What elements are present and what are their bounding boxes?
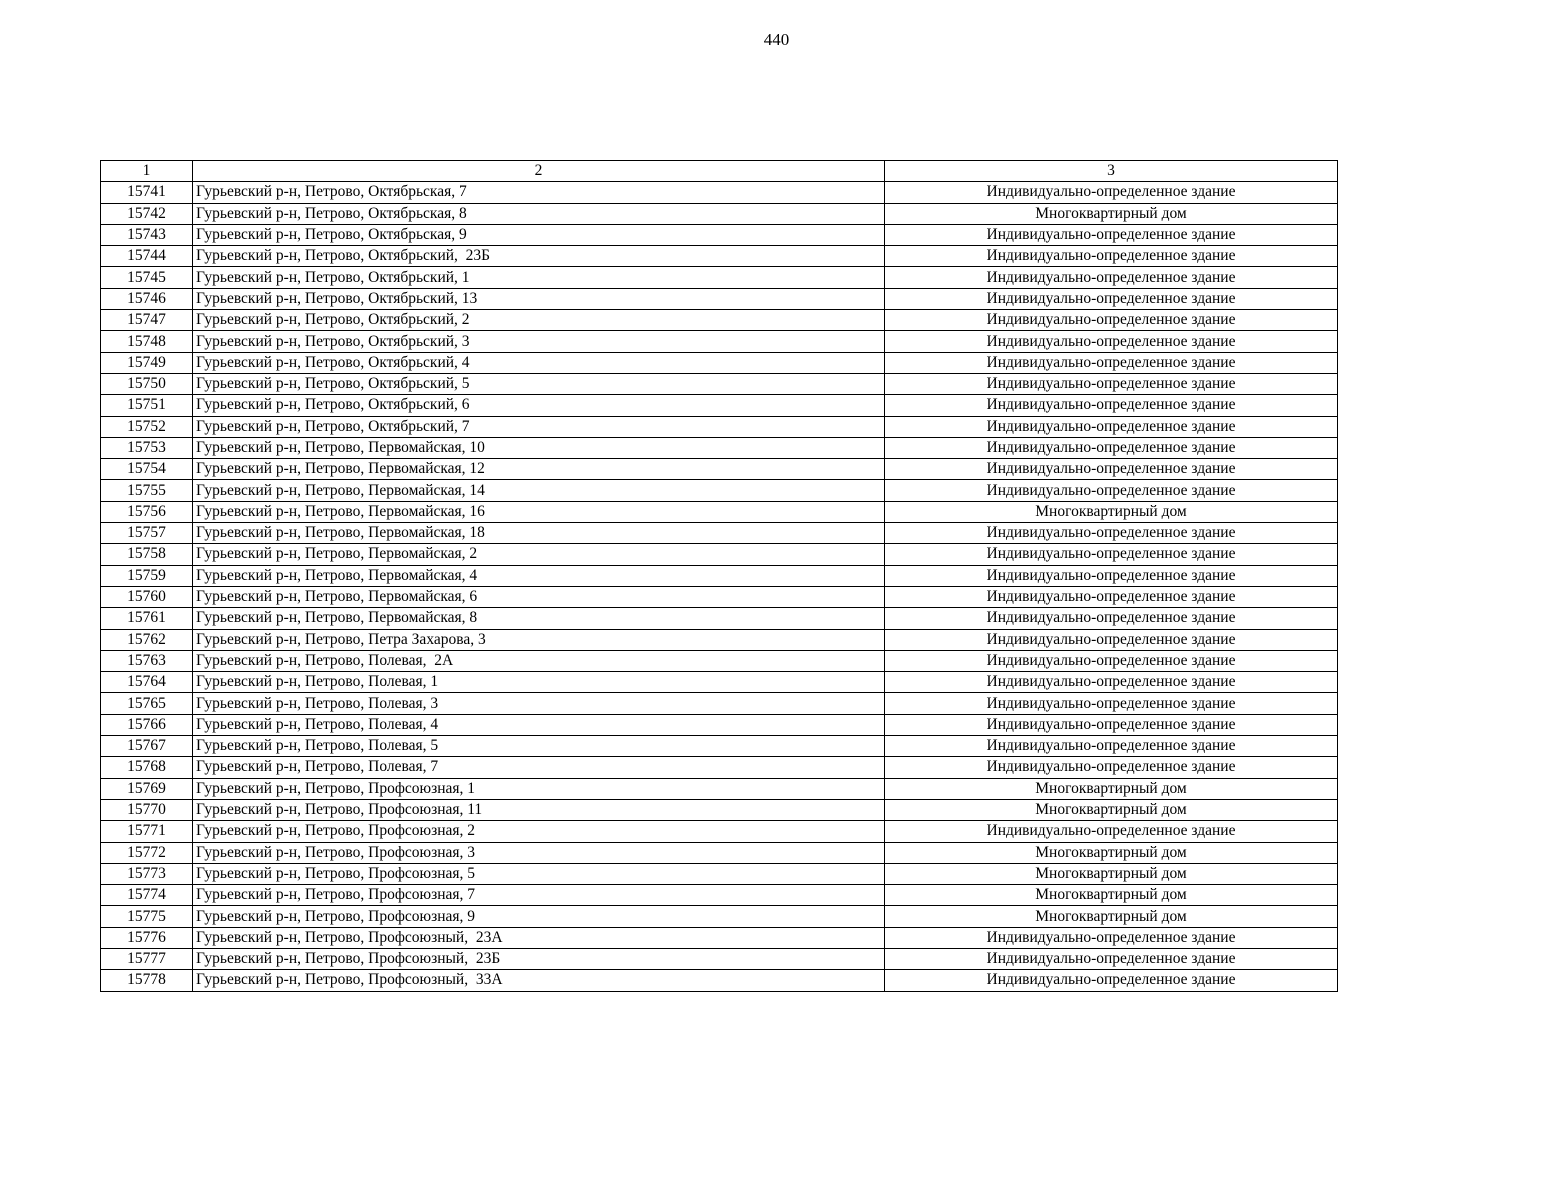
building-type-cell: Многоквартирный дом bbox=[885, 501, 1338, 522]
table-row bbox=[101, 650, 1338, 671]
table-row bbox=[101, 437, 1338, 458]
address-cell: Гурьевский р-н, Петрово, Октябрьский, 1 bbox=[193, 267, 885, 288]
table-row bbox=[101, 778, 1338, 799]
building-type-cell: Индивидуально-определенное здание bbox=[885, 459, 1338, 480]
row-number-cell: 15774 bbox=[101, 885, 193, 906]
row-number-cell: 15767 bbox=[101, 736, 193, 757]
row-number-cell: 15742 bbox=[101, 203, 193, 224]
table-row bbox=[101, 927, 1338, 948]
row-number-cell: 15753 bbox=[101, 437, 193, 458]
row-number-cell: 15773 bbox=[101, 863, 193, 884]
table-row bbox=[101, 863, 1338, 884]
table-row bbox=[101, 970, 1338, 991]
address-cell: Гурьевский р-н, Петрово, Октябрьская, 8 bbox=[193, 203, 885, 224]
address-cell: Гурьевский р-н, Петрово, Профсоюзная, 1 bbox=[193, 778, 885, 799]
address-cell: Гурьевский р-н, Петрово, Профсоюзная, 2 bbox=[193, 821, 885, 842]
row-number-cell: 15759 bbox=[101, 565, 193, 586]
row-number-cell: 15747 bbox=[101, 310, 193, 331]
address-cell: Гурьевский р-н, Петрово, Петра Захарова, 3 bbox=[193, 629, 885, 650]
table-row bbox=[101, 714, 1338, 735]
address-cell: Гурьевский р-н, Петрово, Профсоюзная, 3 bbox=[193, 842, 885, 863]
address-cell: Гурьевский р-н, Петрово, Октябрьский, 13 bbox=[193, 288, 885, 309]
row-number-cell: 15745 bbox=[101, 267, 193, 288]
table-row bbox=[101, 757, 1338, 778]
table-row bbox=[101, 246, 1338, 267]
building-type-cell: Многоквартирный дом bbox=[885, 863, 1338, 884]
building-type-cell: Индивидуально-определенное здание bbox=[885, 629, 1338, 650]
address-cell: Гурьевский р-н, Петрово, Полевая, 2А bbox=[193, 650, 885, 671]
column-header-1: 1 bbox=[101, 161, 193, 182]
table-row bbox=[101, 608, 1338, 629]
address-cell: Гурьевский р-н, Петрово, Октябрьский, 7 bbox=[193, 416, 885, 437]
building-type-cell: Индивидуально-определенное здание bbox=[885, 288, 1338, 309]
address-cell: Гурьевский р-н, Петрово, Профсоюзная, 7 bbox=[193, 885, 885, 906]
address-cell: Гурьевский р-н, Петрово, Октябрьская, 9 bbox=[193, 224, 885, 245]
row-number-cell: 15777 bbox=[101, 948, 193, 969]
address-cell: Гурьевский р-н, Петрово, Профсоюзный, 23А bbox=[193, 927, 885, 948]
table-row bbox=[101, 267, 1338, 288]
column-header-3: 3 bbox=[885, 161, 1338, 182]
column-number-row bbox=[101, 161, 1338, 182]
table-row bbox=[101, 459, 1338, 480]
building-type-cell: Индивидуально-определенное здание bbox=[885, 650, 1338, 671]
address-cell: Гурьевский р-н, Петрово, Первомайская, 4 bbox=[193, 565, 885, 586]
address-cell: Гурьевский р-н, Петрово, Октябрьский, 3 bbox=[193, 331, 885, 352]
building-type-cell: Индивидуально-определенное здание bbox=[885, 586, 1338, 607]
building-type-cell: Многоквартирный дом bbox=[885, 842, 1338, 863]
building-type-cell: Многоквартирный дом bbox=[885, 203, 1338, 224]
row-number-cell: 15751 bbox=[101, 395, 193, 416]
row-number-cell: 15769 bbox=[101, 778, 193, 799]
table-row bbox=[101, 799, 1338, 820]
address-cell: Гурьевский р-н, Петрово, Полевая, 4 bbox=[193, 714, 885, 735]
address-cell: Гурьевский р-н, Петрово, Полевая, 1 bbox=[193, 672, 885, 693]
building-type-cell: Индивидуально-определенное здание bbox=[885, 970, 1338, 991]
building-type-cell: Индивидуально-определенное здание bbox=[885, 267, 1338, 288]
table-row bbox=[101, 395, 1338, 416]
address-cell: Гурьевский р-н, Петрово, Первомайская, 6 bbox=[193, 586, 885, 607]
address-cell: Гурьевский р-н, Петрово, Первомайская, 18 bbox=[193, 523, 885, 544]
address-cell: Гурьевский р-н, Петрово, Профсоюзный, 33А bbox=[193, 970, 885, 991]
row-number-cell: 15741 bbox=[101, 182, 193, 203]
row-number-cell: 15757 bbox=[101, 523, 193, 544]
building-type-cell: Индивидуально-определенное здание bbox=[885, 416, 1338, 437]
table-row bbox=[101, 842, 1338, 863]
row-number-cell: 15778 bbox=[101, 970, 193, 991]
table-row bbox=[101, 629, 1338, 650]
address-cell: Гурьевский р-н, Петрово, Первомайская, 14 bbox=[193, 480, 885, 501]
table-row bbox=[101, 565, 1338, 586]
table-row bbox=[101, 288, 1338, 309]
building-type-cell: Индивидуально-определенное здание bbox=[885, 757, 1338, 778]
row-number-cell: 15744 bbox=[101, 246, 193, 267]
address-cell: Гурьевский р-н, Петрово, Профсоюзная, 5 bbox=[193, 863, 885, 884]
row-number-cell: 15755 bbox=[101, 480, 193, 501]
table-row bbox=[101, 948, 1338, 969]
row-number-cell: 15772 bbox=[101, 842, 193, 863]
table-row bbox=[101, 544, 1338, 565]
row-number-cell: 15754 bbox=[101, 459, 193, 480]
row-number-cell: 15758 bbox=[101, 544, 193, 565]
building-type-cell: Индивидуально-определенное здание bbox=[885, 821, 1338, 842]
row-number-cell: 15760 bbox=[101, 586, 193, 607]
address-cell: Гурьевский р-н, Петрово, Первомайская, 8 bbox=[193, 608, 885, 629]
building-type-cell: Индивидуально-определенное здание bbox=[885, 714, 1338, 735]
building-type-cell: Индивидуально-определенное здание bbox=[885, 310, 1338, 331]
row-number-cell: 15746 bbox=[101, 288, 193, 309]
registry-table-body bbox=[101, 161, 1338, 992]
address-cell: Гурьевский р-н, Петрово, Первомайская, 16 bbox=[193, 501, 885, 522]
address-cell: Гурьевский р-н, Петрово, Первомайская, 12 bbox=[193, 459, 885, 480]
address-cell: Гурьевский р-н, Петрово, Первомайская, 2 bbox=[193, 544, 885, 565]
building-type-cell: Индивидуально-определенное здание bbox=[885, 672, 1338, 693]
row-number-cell: 15768 bbox=[101, 757, 193, 778]
address-cell: Гурьевский р-н, Петрово, Первомайская, 10 bbox=[193, 437, 885, 458]
address-cell: Гурьевский р-н, Петрово, Профсоюзный, 23Б bbox=[193, 948, 885, 969]
table-row bbox=[101, 672, 1338, 693]
table-row bbox=[101, 182, 1338, 203]
building-type-cell: Индивидуально-определенное здание bbox=[885, 523, 1338, 544]
address-cell: Гурьевский р-н, Петрово, Октябрьский, 2 bbox=[193, 310, 885, 331]
row-number-cell: 15766 bbox=[101, 714, 193, 735]
row-number-cell: 15748 bbox=[101, 331, 193, 352]
address-cell: Гурьевский р-н, Петрово, Октябрьский, 6 bbox=[193, 395, 885, 416]
building-type-cell: Индивидуально-определенное здание bbox=[885, 352, 1338, 373]
column-header-2: 2 bbox=[193, 161, 885, 182]
address-cell: Гурьевский р-н, Петрово, Октябрьский, 5 bbox=[193, 373, 885, 394]
building-type-cell: Индивидуально-определенное здание bbox=[885, 544, 1338, 565]
table-row bbox=[101, 310, 1338, 331]
table-row bbox=[101, 693, 1338, 714]
building-type-cell: Индивидуально-определенное здание bbox=[885, 182, 1338, 203]
row-number-cell: 15752 bbox=[101, 416, 193, 437]
table-row bbox=[101, 331, 1338, 352]
table-row bbox=[101, 586, 1338, 607]
building-type-cell: Индивидуально-определенное здание bbox=[885, 480, 1338, 501]
building-type-cell: Многоквартирный дом bbox=[885, 778, 1338, 799]
table-row bbox=[101, 523, 1338, 544]
address-cell: Гурьевский р-н, Петрово, Октябрьский, 23Б bbox=[193, 246, 885, 267]
table-row bbox=[101, 885, 1338, 906]
building-type-cell: Многоквартирный дом bbox=[885, 799, 1338, 820]
row-number-cell: 15749 bbox=[101, 352, 193, 373]
address-cell: Гурьевский р-н, Петрово, Профсоюзная, 11 bbox=[193, 799, 885, 820]
row-number-cell: 15771 bbox=[101, 821, 193, 842]
address-cell: Гурьевский р-н, Петрово, Полевая, 7 bbox=[193, 757, 885, 778]
building-type-cell: Индивидуально-определенное здание bbox=[885, 565, 1338, 586]
table-row bbox=[101, 373, 1338, 394]
row-number-cell: 15750 bbox=[101, 373, 193, 394]
building-type-cell: Многоквартирный дом bbox=[885, 906, 1338, 927]
row-number-cell: 15765 bbox=[101, 693, 193, 714]
building-type-cell: Индивидуально-определенное здание bbox=[885, 927, 1338, 948]
row-number-cell: 15762 bbox=[101, 629, 193, 650]
table-row bbox=[101, 501, 1338, 522]
building-type-cell: Индивидуально-определенное здание bbox=[885, 948, 1338, 969]
table-row bbox=[101, 203, 1338, 224]
address-cell: Гурьевский р-н, Петрово, Профсоюзная, 9 bbox=[193, 906, 885, 927]
building-type-cell: Индивидуально-определенное здание bbox=[885, 437, 1338, 458]
address-cell: Гурьевский р-н, Петрово, Полевая, 3 bbox=[193, 693, 885, 714]
table-row bbox=[101, 352, 1338, 373]
address-cell: Гурьевский р-н, Петрово, Полевая, 5 bbox=[193, 736, 885, 757]
building-type-cell: Индивидуально-определенное здание bbox=[885, 736, 1338, 757]
building-type-cell: Индивидуально-определенное здание bbox=[885, 224, 1338, 245]
row-number-cell: 15763 bbox=[101, 650, 193, 671]
row-number-cell: 15775 bbox=[101, 906, 193, 927]
table-row bbox=[101, 224, 1338, 245]
row-number-cell: 15770 bbox=[101, 799, 193, 820]
row-number-cell: 15743 bbox=[101, 224, 193, 245]
row-number-cell: 15756 bbox=[101, 501, 193, 522]
building-type-cell: Индивидуально-определенное здание bbox=[885, 395, 1338, 416]
building-registry-table bbox=[100, 160, 1338, 992]
building-type-cell: Индивидуально-определенное здание bbox=[885, 693, 1338, 714]
table-row bbox=[101, 736, 1338, 757]
address-cell: Гурьевский р-н, Петрово, Октябрьский, 4 bbox=[193, 352, 885, 373]
building-type-cell: Индивидуально-определенное здание bbox=[885, 246, 1338, 267]
table-row bbox=[101, 416, 1338, 437]
table-row bbox=[101, 906, 1338, 927]
building-type-cell: Многоквартирный дом bbox=[885, 885, 1338, 906]
row-number-cell: 15776 bbox=[101, 927, 193, 948]
table-row bbox=[101, 480, 1338, 501]
address-cell: Гурьевский р-н, Петрово, Октябрьская, 7 bbox=[193, 182, 885, 203]
building-type-cell: Индивидуально-определенное здание bbox=[885, 608, 1338, 629]
page-number: 440 bbox=[763, 30, 790, 49]
building-type-cell: Индивидуально-определенное здание bbox=[885, 373, 1338, 394]
row-number-cell: 15761 bbox=[101, 608, 193, 629]
row-number-cell: 15764 bbox=[101, 672, 193, 693]
table-row bbox=[101, 821, 1338, 842]
building-type-cell: Индивидуально-определенное здание bbox=[885, 331, 1338, 352]
